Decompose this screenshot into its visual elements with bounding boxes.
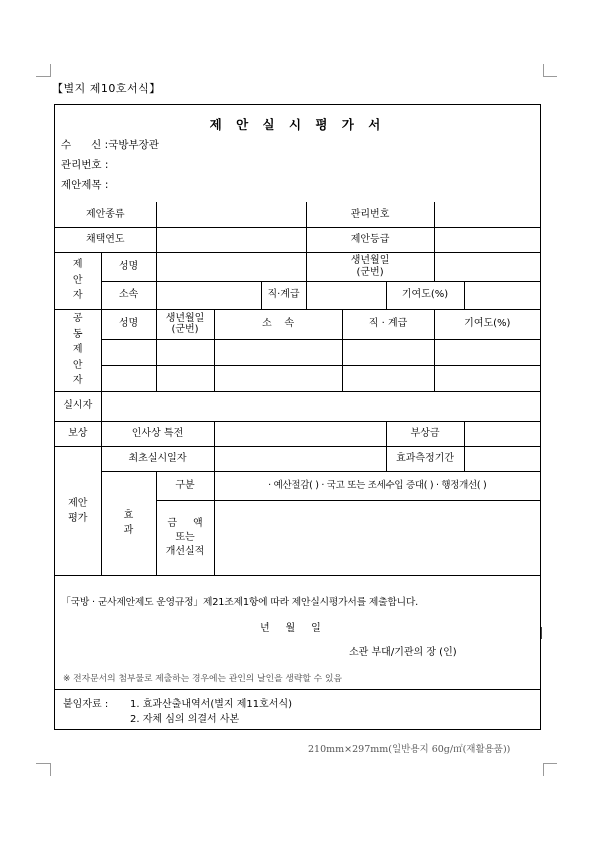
proposer-affil-label: 소속	[101, 281, 156, 309]
co-name-cell[interactable]	[101, 365, 156, 391]
adopt-year-label: 채택연도	[55, 227, 156, 252]
proposer-affil-cell[interactable]	[156, 281, 261, 309]
signer-line: 소관 부대/기관의 장 (인)	[349, 647, 457, 658]
crop-mark-top-left-h	[36, 76, 50, 77]
crop-mark-bottom-right-h	[543, 763, 557, 764]
recipient-value: 국방부장관	[108, 139, 159, 151]
effect-label: 효과	[101, 471, 156, 575]
prize-cell[interactable]	[464, 421, 540, 446]
row-effect-category	[55, 471, 540, 500]
proposer-label: 제안자	[55, 252, 101, 309]
reward-label: 보상	[55, 421, 101, 446]
recipient-row	[61, 137, 159, 152]
row-reward	[55, 421, 540, 446]
proposal-grade-cell[interactable]	[434, 227, 540, 252]
recipient-label: 수 신 :	[61, 139, 109, 151]
implementer-cell[interactable]	[101, 391, 540, 421]
mgmt-number-label: 관리번호 :	[61, 159, 109, 171]
proposal-grade-label: 제안등급	[306, 227, 434, 252]
row-year-grade	[55, 227, 540, 252]
co-rank-cell[interactable]	[342, 339, 434, 365]
proposer-contrib-cell[interactable]	[464, 281, 540, 309]
evaluation-table	[55, 202, 540, 576]
row-proposer-name	[55, 252, 540, 281]
army-no-text: (군번)	[356, 266, 384, 278]
co-proposer-row-1	[55, 339, 540, 365]
proposer-name-label: 성명	[101, 252, 156, 281]
co-rank-label: 직 · 계급	[342, 309, 434, 339]
row-co-proposer-header	[55, 309, 540, 339]
effect-period-label: 효과측정기간	[386, 446, 464, 471]
proposer-name-cell[interactable]	[156, 252, 306, 281]
implementer-label: 실시자	[55, 391, 101, 421]
amount-cell[interactable]	[214, 500, 540, 575]
co-birthdate-text: 생년월일	[165, 312, 205, 324]
row-proposer-affil	[55, 281, 540, 309]
effect-period-cell[interactable]	[464, 446, 540, 471]
co-birth-label	[156, 309, 214, 339]
first-impl-date-cell[interactable]	[214, 446, 386, 471]
attachment-item-2: 2. 자체 심의 의결서 사본	[130, 714, 240, 725]
effect-items: · 예산절감( ) · 국고 또는 조세수입 증대( ) · 행정개선( )	[214, 471, 540, 500]
category-label: 구분	[156, 471, 214, 500]
crop-mark-top-right-v	[543, 64, 544, 77]
proposer-contrib-label: 기여도(%)	[386, 281, 464, 309]
first-impl-date-label: 최초실시일자	[101, 446, 214, 471]
form-frame	[54, 104, 541, 730]
form-title: 제 안 실 시 평 가 서	[209, 117, 386, 132]
row-implementer	[55, 391, 540, 421]
attachments-label: 붙임자료 :	[63, 699, 109, 710]
paper-size-note: 210mm×297mm(일반용지 60g/㎡(재활용품))	[308, 744, 511, 755]
amount-label: 금 액 또는 개선실적	[156, 500, 214, 575]
co-birth-cell[interactable]	[156, 365, 214, 391]
proposer-rank-cell[interactable]	[306, 281, 386, 309]
row-type-mgmt	[55, 202, 540, 227]
proposal-eval-label: 제안평가	[55, 446, 101, 575]
prize-label: 부상금	[386, 421, 464, 446]
proposer-rank-label: 직·계급	[261, 281, 306, 309]
attachment-divider	[55, 689, 540, 690]
mgmt-no-label: 관리번호	[306, 202, 434, 227]
attachment-item-1: 1. 효과산출내역서(별지 제11호서식)	[130, 699, 293, 710]
personnel-benefit-cell[interactable]	[214, 421, 386, 446]
adopt-year-cell[interactable]	[156, 227, 306, 252]
crop-mark-top-left-v	[50, 64, 51, 77]
co-affil-cell[interactable]	[214, 339, 342, 365]
birthdate-text: 생년월일	[350, 255, 390, 266]
co-contrib-cell[interactable]	[434, 365, 540, 391]
date-line: 년 월 일	[260, 623, 321, 634]
co-contrib-cell[interactable]	[434, 339, 540, 365]
proposer-birth-cell[interactable]	[434, 252, 540, 281]
co-name-cell[interactable]	[101, 339, 156, 365]
co-affil-label: 소 속	[214, 309, 342, 339]
co-proposer-row-2	[55, 365, 540, 391]
co-affil-cell[interactable]	[214, 365, 342, 391]
proposal-subject-label: 제안제목 :	[61, 179, 109, 191]
crop-mark-bottom-left-h	[36, 763, 50, 764]
crop-mark-top-right-h	[543, 76, 557, 77]
mgmt-no-cell[interactable]	[434, 202, 540, 227]
co-rank-cell[interactable]	[342, 365, 434, 391]
proposal-type-label: 제안종류	[55, 202, 156, 227]
crop-mark-bottom-left-v	[50, 763, 51, 776]
row-first-impl	[55, 446, 540, 471]
proposer-birth-label	[306, 252, 434, 281]
co-proposer-label: 공동제안자	[55, 309, 101, 391]
proposal-type-cell[interactable]	[156, 202, 306, 227]
text-cursor	[541, 627, 542, 639]
crop-mark-bottom-right-v	[543, 763, 544, 776]
co-contrib-label: 기여도(%)	[434, 309, 540, 339]
co-birth-cell[interactable]	[156, 339, 214, 365]
electronic-doc-note: ※ 전자문서의 첨부물로 제출하는 경우에는 관인의 날인을 생략할 수 있음	[63, 674, 342, 684]
co-name-label: 성명	[101, 309, 156, 339]
personnel-benefit-label: 인사상 특전	[101, 421, 214, 446]
form-number-label: 【별지 제10호서식】	[52, 82, 161, 95]
submission-statement: 「국방 · 군사제안제도 운영규정」제21조제1항에 따라 제안실시평가서를 제출합니다.	[61, 597, 419, 608]
co-army-no-text: (군번)	[171, 324, 199, 335]
